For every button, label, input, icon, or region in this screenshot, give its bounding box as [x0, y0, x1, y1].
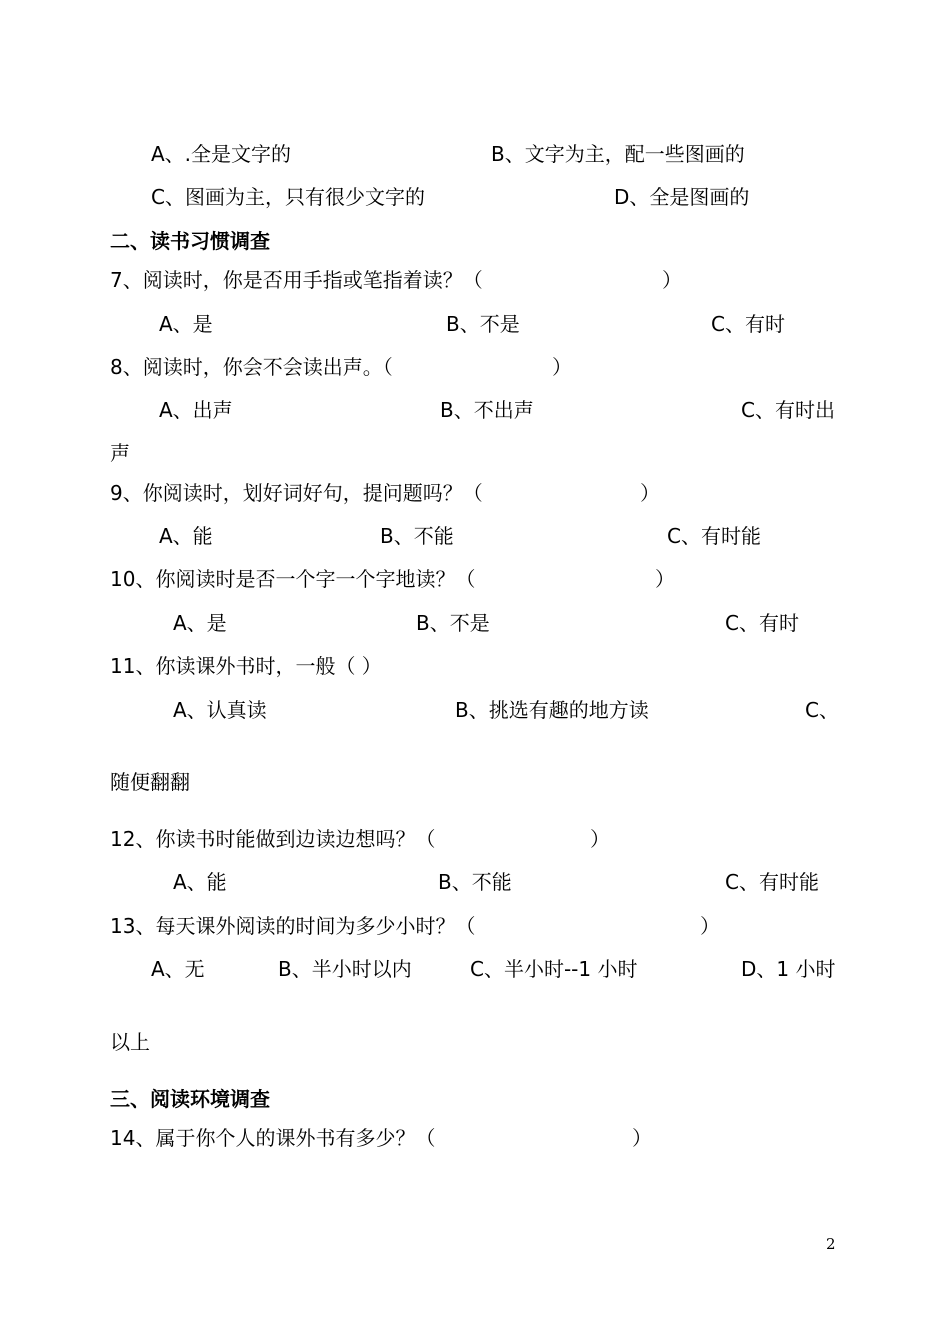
section-heading-reading-environment: 三、阅读环境调查	[110, 1087, 270, 1111]
q10-option-a: A、是	[173, 611, 227, 635]
q6-option-a: A、.全是文字的	[151, 142, 292, 166]
q9-option-c: C、有时能	[667, 524, 761, 548]
q6-option-c: C、图画为主，只有很少文字的	[151, 185, 425, 209]
q11-option-c: C、	[805, 698, 839, 722]
q11-option-b: B、挑选有趣的地方读	[455, 698, 649, 722]
q8-option-b: B、不出声	[440, 398, 534, 422]
section-heading-reading-habits: 二、读书习惯调查	[110, 229, 270, 253]
q11-option-c-wrap: 随便翻翻	[110, 770, 190, 794]
q14-question: 14、属于你个人的课外书有多少？（	[110, 1126, 436, 1150]
q9-question: 9、你阅读时，划好词好句，提问题吗？（	[110, 481, 483, 505]
q13-option-a: A、无	[151, 957, 205, 981]
q12-question: 12、你读书时能做到边读边想吗？（	[110, 827, 436, 851]
q12-option-b: B、不能	[438, 870, 512, 894]
q10-option-c: C、有时	[725, 611, 799, 635]
q13-option-c: C、半小时--1 小时	[470, 957, 638, 981]
q9-option-a: A、能	[159, 524, 213, 548]
q7-question: 7、阅读时，你是否用手指或笔指着读？（	[110, 268, 483, 292]
q8-paren-close: ）	[552, 355, 572, 379]
q12-option-a: A、能	[173, 870, 227, 894]
q8-option-a: A、出声	[159, 398, 233, 422]
q12-option-c: C、有时能	[725, 870, 819, 894]
q13-option-d: D、1 小时	[741, 957, 836, 981]
q6-option-d: D、全是图画的	[614, 185, 750, 209]
q7-option-b: B、不是	[446, 312, 520, 336]
q7-paren-close: ）	[662, 268, 682, 292]
q7-option-a: A、是	[159, 312, 213, 336]
q13-option-d-wrap: 以上	[110, 1030, 150, 1054]
q12-paren-close: ）	[590, 827, 610, 851]
q8-option-c-wrap: 声	[110, 441, 130, 465]
q8-question: 8、阅读时，你会不会读出声。（	[110, 355, 393, 379]
q7-option-c: C、有时	[711, 312, 785, 336]
q10-paren-close: ）	[655, 567, 675, 591]
q13-option-b: B、半小时以内	[278, 957, 412, 981]
q10-option-b: B、不是	[416, 611, 490, 635]
q11-option-a: A、认真读	[173, 698, 267, 722]
q13-paren-close: ）	[700, 914, 720, 938]
q10-question: 10、你阅读时是否一个字一个字地读？（	[110, 567, 476, 591]
page-number: 2	[826, 1235, 836, 1253]
q9-option-b: B、不能	[380, 524, 454, 548]
q11-question: 11、你读课外书时，一般（ ）	[110, 654, 382, 678]
q13-question: 13、每天课外阅读的时间为多少小时？（	[110, 914, 476, 938]
q14-paren-close: ）	[632, 1126, 652, 1150]
q8-option-c: C、有时出	[741, 398, 835, 422]
q9-paren-close: ）	[640, 481, 660, 505]
q6-option-b: B、文字为主，配一些图画的	[491, 142, 745, 166]
